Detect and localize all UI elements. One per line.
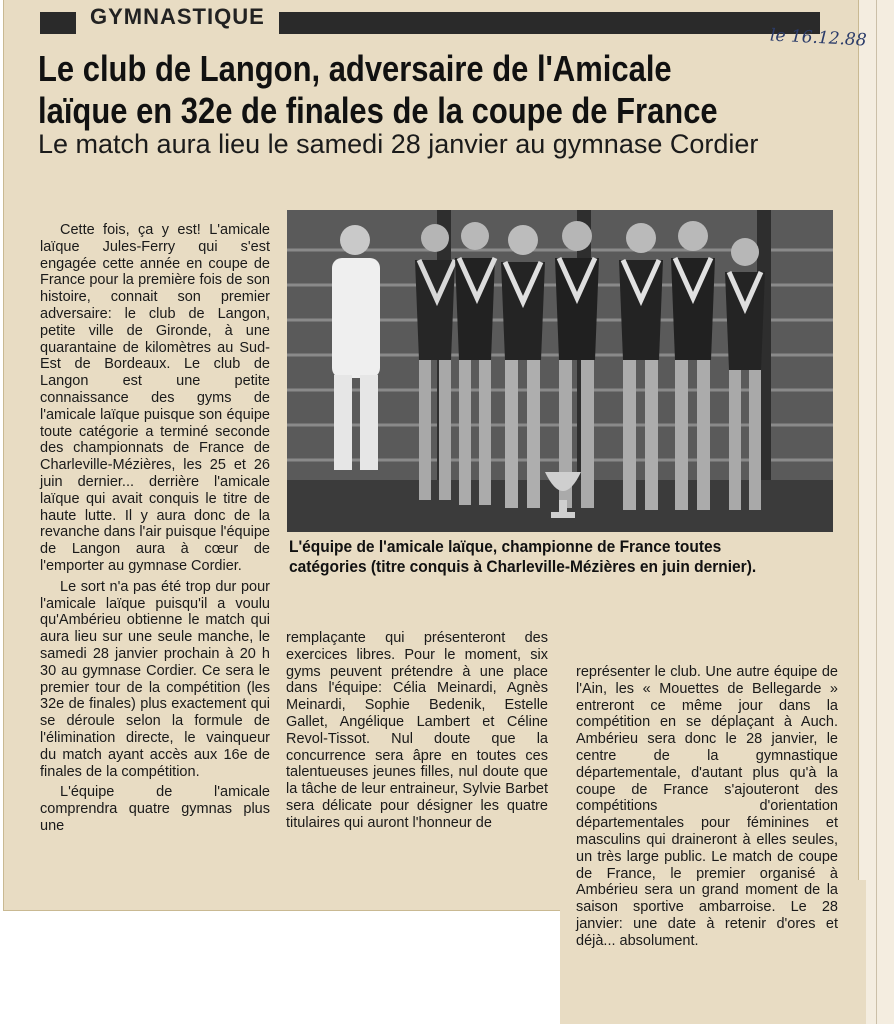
rubric-label: GYMNASTIQUE	[76, 2, 279, 34]
paragraph: Cette fois, ça y est! L'amicale laïque Jules-Ferry qui s'est engagée cette année en coupe de France pour la première fois de son histoire, connait son premier adversaire: le club de Langon, petite ville de Gironde, à une quarantaine de kilomètres au Sud-Est de Bordeaux. Le club de Langon est une petite connaissance des gyms de l'amicale laïque puisque son équipe toute catégorie a terminé seconde des championnats de France de Charleville-Mézières, les 25 et 26 juin dernier... derrière l'amicale laïque qui avait conquis le titre de haute lutte. Il y aura donc de la revanche dans l'air puisque l'équipe de Langon aura à cœur de l'emporter au gymnase Cordier.	[40, 222, 270, 574]
paragraph: Le sort n'a pas été trop dur pour l'amicale laïque puisqu'il a voulu qu'Ambérieu obtienne le match qui aura lieu sur une seule manche, le samedi 28 janvier prochain à 20 h 30 au gymnase Cordier. Ce sera le premier tour de la compétition (les 32e de finales) plus exactement qui se déroule selon la formule de l'élimination directe, le vainqueur du match ayant accès aux 16e de finales de la compétition.	[40, 578, 270, 780]
paragraph: représenter le club. Une autre équipe de l'Ain, les « Mouettes de Bellegarde » entreront ce même jour dans la compétition en se déplaçant à Auch. Ambérieu sera donc le 28 janvier, le centre de la gymnastique départementale, d'autant plus qu'à la coupe de France s'ajouteront des compétitions d'orientation départementales pour féminines et masculins qui draineront à elles seules, un très large public. Le match de coupe de France, le premier organisé à Ambérieu sera un grand moment de la saison sportive ambarroise. Le 28 janvier: une date à retenir d'ores et déjà... absolument.	[576, 664, 838, 949]
team-photo	[287, 210, 833, 532]
handwritten-date: le 16.12.88	[769, 25, 868, 51]
paragraph: L'équipe de l'amicale comprendra quatre gymnas plus une	[40, 784, 270, 834]
article-column-2	[286, 630, 548, 832]
paragraph: remplaçante qui présenteront des exercices libres. Pour le moment, six gyms peuvent prétendre à une place dans l'équipe: Célia Meinardi, Agnès Meinardi, Sophie Bedenik, Estelle Gallet, Angélique Lambert et Céline Revol-Tissot. Nul doute que la concurrence sera âpre en toutes ces talentueuses jeunes filles, nul doute que la tâche de leur entraineur, Sylvie Barbet sera délicate pour désigner les quatre titulaires qui auront l'honneur de	[286, 630, 548, 831]
article-column-1	[40, 222, 270, 835]
photo-caption: L'équipe de l'amicale laïque, championne de France toutes catégories (titre conquis à Charleville-Mézières en juin dernier).	[289, 538, 757, 576]
page-fold-line	[876, 0, 877, 1024]
subheadline: Le match aura lieu le samedi 28 janvier au gymnase Cordier	[38, 129, 759, 159]
team-photo-drawing	[287, 210, 833, 532]
headline: Le club de Langon, adversaire de l'Amicale laïque en 32e de finales de la coupe de France	[38, 48, 718, 131]
article-column-3	[576, 664, 838, 950]
section-rubric	[40, 2, 820, 34]
